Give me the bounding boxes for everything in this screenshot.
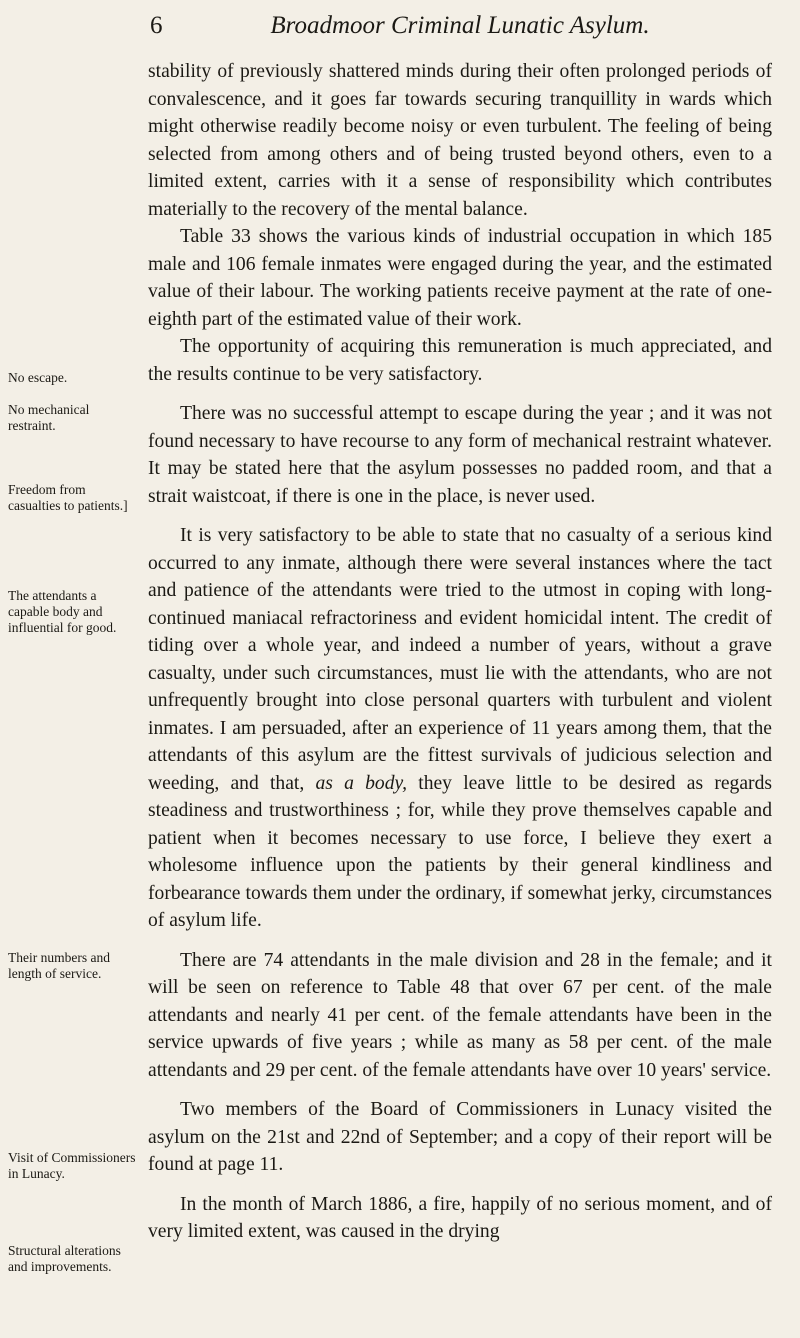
margin-note-freedom-from-casualties: Freedom from casualties to patients.] xyxy=(8,482,128,513)
paragraph-6: There are 74 attendants in the male division and 28 in the female; and it will be seen on reference to Table 48 that over 67 per cent. of the male attendants and nearly 41 per cent. of the female attendants have been in the service upwards of five years ; while as many as 58 per cent. of the male attendants and 29 per cent. of the female attendants have over 10 years' service. xyxy=(148,949,772,1081)
running-title: Broadmoor Criminal Lunatic Asylum. xyxy=(270,12,650,39)
margin-note-no-mechanical-restraint: No mechanical restraint. xyxy=(8,402,90,433)
paragraph-3: The opportunity of acquiring this remuneration is much appreciated, and the results continue to be very satisfactory. xyxy=(148,336,772,385)
margin-note-structural-alterations: Structural alterations and improvements. xyxy=(8,1243,121,1274)
paragraph-4: There was no successful attempt to escape during the year ; and it was not found necessary to have recourse to any form of mechanical restraint whatever. It may be stated here that the asylum possesses no padded room, and that a strait waistcoat, if there is one in the place, is never used. xyxy=(148,403,772,507)
paragraph-5-part-a: It is very satisfactory to be able to state that no casualty of a serious kind occurred to any inmate, although there were several instances where the tact and patience of the attendants were tried to the utmost in coping with long-continued maniacal refractoriness and evident homicidal intent. The credit of tiding over a whole year, and indeed a number of years, without a grave casualty, under such circumstances, must lie with the attendants, who are not unfrequently brought into close personal quarters with turbulent and violent inmates. I am persuaded, after an experience of 11 years among them, that the attendants of this asylum are the fittest survivals of judicious selection and weeding, and that, xyxy=(148,525,772,794)
paragraph-1: stability of previously shattered minds during their often prolonged periods of convalescence, and it goes far towards securing tranquillity in wards which might otherwise readily become noisy or even turbulent. The feeling of being selected from among others and of being trusted beyond others, even to a limited extent, carries with it a sense of responsibility which contributes materially to the recovery of the mental balance. xyxy=(148,61,772,220)
paragraph-7: Two members of the Board of Commissioners in Lunacy visited the asylum on the 21st and 22nd of September; and a copy of their report will be found at page 11. xyxy=(148,1099,772,1175)
margin-note-attendants-capable-body: The attendants a capable body and influential for good. xyxy=(8,588,117,635)
paragraph-5 xyxy=(148,522,772,935)
margin-note-visit-of-commissioners: Visit of Commissioners in Lunacy. xyxy=(8,1150,136,1181)
paragraph-8: In the month of March 1886, a fire, happily of no serious moment, and of very limited extent, was caused in the drying xyxy=(148,1193,772,1242)
paragraph-5-emphasis: as a body, xyxy=(315,772,408,794)
margin-note-numbers-and-service: Their numbers and length of service. xyxy=(8,950,110,981)
paragraph-2: Table 33 shows the various kinds of industrial occupation in which 185 male and 106 female inmates were engaged during the year, and the estimated value of their labour. The working patients receive payment at the rate of one-eighth part of the estimated value of their work. xyxy=(148,226,772,330)
margin-note-no-escape: No escape. xyxy=(8,370,68,385)
paragraph-5-part-b: they leave little to be desired as regards steadiness and trustworthiness ; for, while they prove themselves capable and patient when it becomes necessary to use force, I believe they exert a wholesome influence upon the patients by their general kindliness and forbearance towards them under the ordinary, if somewhat jerky, circumstances of asylum life. xyxy=(148,772,772,931)
page-header xyxy=(150,12,770,46)
body-text xyxy=(148,58,772,1246)
page-number: 6 xyxy=(150,12,163,39)
